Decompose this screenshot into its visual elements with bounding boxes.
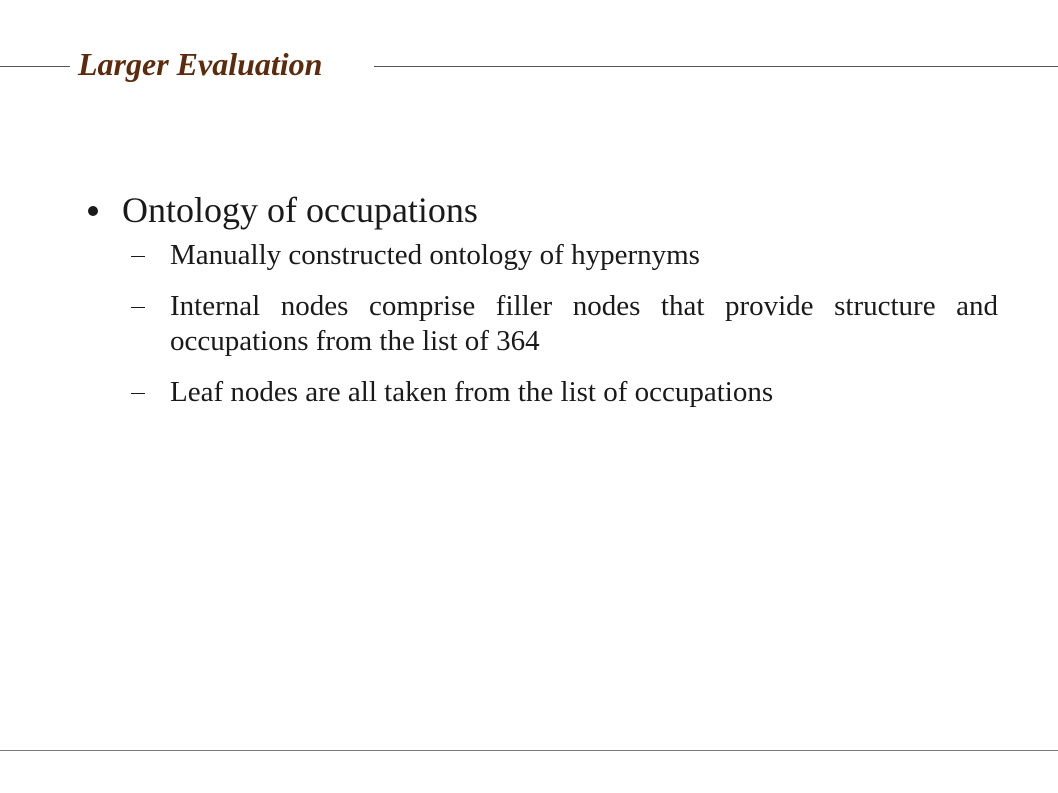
dash-bullet-icon	[131, 393, 145, 394]
footer-rule	[0, 750, 1058, 751]
sub-bullet-item	[88, 375, 998, 410]
bullet-text: Ontology of occupations	[122, 190, 478, 230]
sub-bullet-text: Internal nodes comprise filler nodes that provide structure and occupations from the list of 364	[170, 290, 998, 357]
sub-bullet-text: Leaf nodes are all taken from the list of occupations	[170, 376, 774, 408]
sub-bullet-text: Manually constructed ontology of hypernyms	[170, 239, 700, 271]
sub-bullet-list	[88, 238, 998, 410]
dash-bullet-icon	[131, 256, 145, 257]
slide-title: Larger Evaluation	[78, 46, 323, 82]
filled-circle-bullet-icon	[88, 206, 98, 216]
title-rule-right	[374, 66, 1058, 67]
sub-bullet-item	[88, 289, 998, 359]
title-rule-left	[0, 66, 70, 67]
slide-content	[88, 186, 998, 426]
bullet-item-level1	[88, 186, 998, 234]
dash-bullet-icon	[131, 307, 145, 308]
sub-bullet-item	[88, 238, 998, 273]
